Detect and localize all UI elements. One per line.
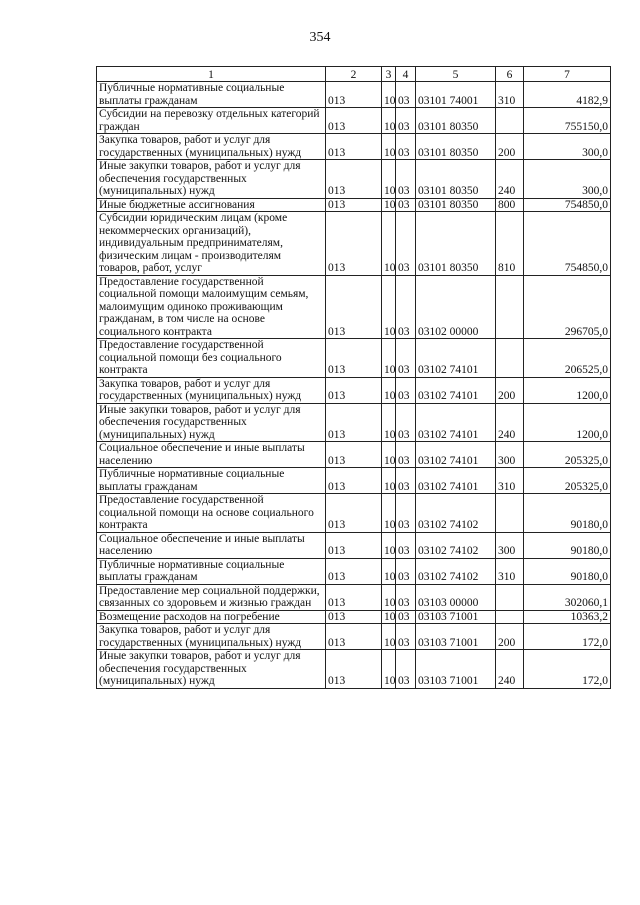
header-col-1: 1 [97, 67, 326, 82]
row-name: Предоставление мер социальной поддержки, связанных со здоровьем и жизнью граждан [97, 584, 326, 610]
header-col-6: 6 [496, 67, 524, 82]
row-section: 10 [382, 403, 396, 442]
row-target-article: 03101 80350 [416, 160, 496, 199]
row-target-article: 03102 74101 [416, 377, 496, 403]
row-admin-code: 013 [326, 468, 382, 494]
row-target-article: 03102 74101 [416, 468, 496, 494]
row-section: 10 [382, 212, 396, 276]
table-row [97, 532, 611, 558]
row-expense-type [496, 494, 524, 533]
row-admin-code: 013 [326, 275, 382, 339]
table-row [97, 468, 611, 494]
table-row [97, 558, 611, 584]
row-target-article: 03103 00000 [416, 584, 496, 610]
row-subsection: 03 [396, 624, 416, 650]
row-section: 10 [382, 468, 396, 494]
row-admin-code: 013 [326, 650, 382, 689]
row-subsection: 03 [396, 532, 416, 558]
row-admin-code: 013 [326, 610, 382, 624]
row-subsection: 03 [396, 610, 416, 624]
row-target-article: 03102 00000 [416, 275, 496, 339]
row-subsection: 03 [396, 339, 416, 378]
row-admin-code: 013 [326, 134, 382, 160]
row-name: Закупка товаров, работ и услуг для государственных (муниципальных) нужд [97, 624, 326, 650]
row-section: 10 [382, 532, 396, 558]
row-section: 10 [382, 558, 396, 584]
row-target-article: 03103 71001 [416, 650, 496, 689]
row-expense-type: 240 [496, 650, 524, 689]
row-expense-type: 200 [496, 624, 524, 650]
row-subsection: 03 [396, 108, 416, 134]
row-target-article: 03101 80350 [416, 108, 496, 134]
row-section: 10 [382, 624, 396, 650]
row-amount: 300,0 [524, 160, 611, 199]
row-admin-code: 013 [326, 532, 382, 558]
row-section: 10 [382, 377, 396, 403]
row-admin-code: 013 [326, 212, 382, 276]
budget-table [96, 66, 611, 689]
row-expense-type: 810 [496, 212, 524, 276]
row-subsection: 03 [396, 584, 416, 610]
table-row [97, 377, 611, 403]
row-expense-type: 300 [496, 532, 524, 558]
row-target-article: 03102 74102 [416, 532, 496, 558]
row-target-article: 03102 74101 [416, 403, 496, 442]
row-name: Закупка товаров, работ и услуг для государственных (муниципальных) нужд [97, 134, 326, 160]
row-admin-code: 013 [326, 584, 382, 610]
row-name: Субсидии юридическим лицам (кроме некоммерческих организаций), индивидуальным предпринимателям, физическим лицам - производителям товаров, работ, услуг [97, 212, 326, 276]
row-amount: 90180,0 [524, 532, 611, 558]
row-section: 10 [382, 82, 396, 108]
row-section: 10 [382, 198, 396, 212]
row-expense-type: 310 [496, 82, 524, 108]
row-amount: 1200,0 [524, 377, 611, 403]
row-subsection: 03 [396, 403, 416, 442]
row-target-article: 03102 74101 [416, 339, 496, 378]
row-expense-type: 200 [496, 134, 524, 160]
table-row [97, 82, 611, 108]
row-expense-type [496, 275, 524, 339]
row-target-article: 03102 74101 [416, 442, 496, 468]
row-name: Иные закупки товаров, работ и услуг для обеспечения государственных (муниципальных) нужд [97, 650, 326, 689]
row-expense-type: 310 [496, 558, 524, 584]
header-col-4: 4 [396, 67, 416, 82]
row-amount: 4182,9 [524, 82, 611, 108]
row-subsection: 03 [396, 160, 416, 199]
row-amount: 172,0 [524, 650, 611, 689]
table-header [97, 67, 611, 82]
header-col-7: 7 [524, 67, 611, 82]
row-admin-code: 013 [326, 377, 382, 403]
row-expense-type: 300 [496, 442, 524, 468]
row-name: Иные бюджетные ассигнования [97, 198, 326, 212]
table-row [97, 198, 611, 212]
row-admin-code: 013 [326, 558, 382, 584]
row-target-article: 03101 80350 [416, 198, 496, 212]
row-amount: 206525,0 [524, 339, 611, 378]
table-row [97, 108, 611, 134]
row-amount: 302060,1 [524, 584, 611, 610]
row-expense-type [496, 339, 524, 378]
header-col-3: 3 [382, 67, 396, 82]
row-subsection: 03 [396, 650, 416, 689]
row-amount: 296705,0 [524, 275, 611, 339]
table-row [97, 160, 611, 199]
table-row [97, 624, 611, 650]
table-row [97, 584, 611, 610]
row-amount: 205325,0 [524, 468, 611, 494]
table-row [97, 339, 611, 378]
row-subsection: 03 [396, 212, 416, 276]
row-section: 10 [382, 494, 396, 533]
row-section: 10 [382, 339, 396, 378]
table-row [97, 275, 611, 339]
row-section: 10 [382, 650, 396, 689]
row-section: 10 [382, 275, 396, 339]
row-subsection: 03 [396, 494, 416, 533]
row-subsection: 03 [396, 442, 416, 468]
row-expense-type [496, 584, 524, 610]
row-expense-type [496, 108, 524, 134]
row-name: Закупка товаров, работ и услуг для государственных (муниципальных) нужд [97, 377, 326, 403]
row-amount: 10363,2 [524, 610, 611, 624]
row-admin-code: 013 [326, 108, 382, 134]
header-col-2: 2 [326, 67, 382, 82]
row-target-article: 03102 74102 [416, 494, 496, 533]
row-admin-code: 013 [326, 339, 382, 378]
row-section: 10 [382, 584, 396, 610]
row-name: Предоставление государственной социальной помощи на основе социального контракта [97, 494, 326, 533]
row-name: Возмещение расходов на погребение [97, 610, 326, 624]
row-subsection: 03 [396, 82, 416, 108]
row-amount: 90180,0 [524, 558, 611, 584]
table-row [97, 403, 611, 442]
row-section: 10 [382, 442, 396, 468]
row-admin-code: 013 [326, 624, 382, 650]
table-row [97, 442, 611, 468]
table-row [97, 650, 611, 689]
row-subsection: 03 [396, 377, 416, 403]
row-section: 10 [382, 108, 396, 134]
row-admin-code: 013 [326, 160, 382, 199]
row-target-article: 03101 80350 [416, 134, 496, 160]
row-amount: 755150,0 [524, 108, 611, 134]
table-body [97, 82, 611, 689]
table-row [97, 134, 611, 160]
row-target-article: 03101 74001 [416, 82, 496, 108]
row-expense-type: 800 [496, 198, 524, 212]
row-subsection: 03 [396, 134, 416, 160]
table-row [97, 610, 611, 624]
row-admin-code: 013 [326, 494, 382, 533]
row-section: 10 [382, 160, 396, 199]
row-amount: 754850,0 [524, 198, 611, 212]
row-target-article: 03102 74102 [416, 558, 496, 584]
row-amount: 90180,0 [524, 494, 611, 533]
row-subsection: 03 [396, 198, 416, 212]
row-admin-code: 013 [326, 198, 382, 212]
row-section: 10 [382, 134, 396, 160]
row-name: Публичные нормативные социальные выплаты гражданам [97, 558, 326, 584]
header-row [97, 67, 611, 82]
row-amount: 300,0 [524, 134, 611, 160]
row-name: Иные закупки товаров, работ и услуг для обеспечения государственных (муниципальных) нужд [97, 160, 326, 199]
header-col-5: 5 [416, 67, 496, 82]
row-expense-type [496, 610, 524, 624]
row-subsection: 03 [396, 275, 416, 339]
row-expense-type: 240 [496, 403, 524, 442]
row-expense-type: 200 [496, 377, 524, 403]
page-number: 354 [309, 30, 331, 45]
table-row [97, 212, 611, 276]
row-name: Публичные нормативные социальные выплаты гражданам [97, 82, 326, 108]
row-section: 10 [382, 610, 396, 624]
row-amount: 205325,0 [524, 442, 611, 468]
row-name: Иные закупки товаров, работ и услуг для обеспечения государственных (муниципальных) нужд [97, 403, 326, 442]
row-amount: 1200,0 [524, 403, 611, 442]
row-subsection: 03 [396, 468, 416, 494]
table-row [97, 494, 611, 533]
row-name: Предоставление государственной социальной помощи без социального контракта [97, 339, 326, 378]
row-target-article: 03103 71001 [416, 610, 496, 624]
row-name: Предоставление государственной социальной помощи малоимущим семьям, малоимущим одиноко проживающим гражданам, в том числе на основе социального контракта [97, 275, 326, 339]
row-admin-code: 013 [326, 82, 382, 108]
row-admin-code: 013 [326, 403, 382, 442]
row-admin-code: 013 [326, 442, 382, 468]
row-target-article: 03103 71001 [416, 624, 496, 650]
row-target-article: 03101 80350 [416, 212, 496, 276]
row-amount: 172,0 [524, 624, 611, 650]
row-amount: 754850,0 [524, 212, 611, 276]
row-expense-type: 310 [496, 468, 524, 494]
row-subsection: 03 [396, 558, 416, 584]
row-expense-type: 240 [496, 160, 524, 199]
row-name: Социальное обеспечение и иные выплаты населению [97, 442, 326, 468]
row-name: Социальное обеспечение и иные выплаты населению [97, 532, 326, 558]
row-name: Субсидии на перевозку отдельных категорий граждан [97, 108, 326, 134]
row-name: Публичные нормативные социальные выплаты гражданам [97, 468, 326, 494]
